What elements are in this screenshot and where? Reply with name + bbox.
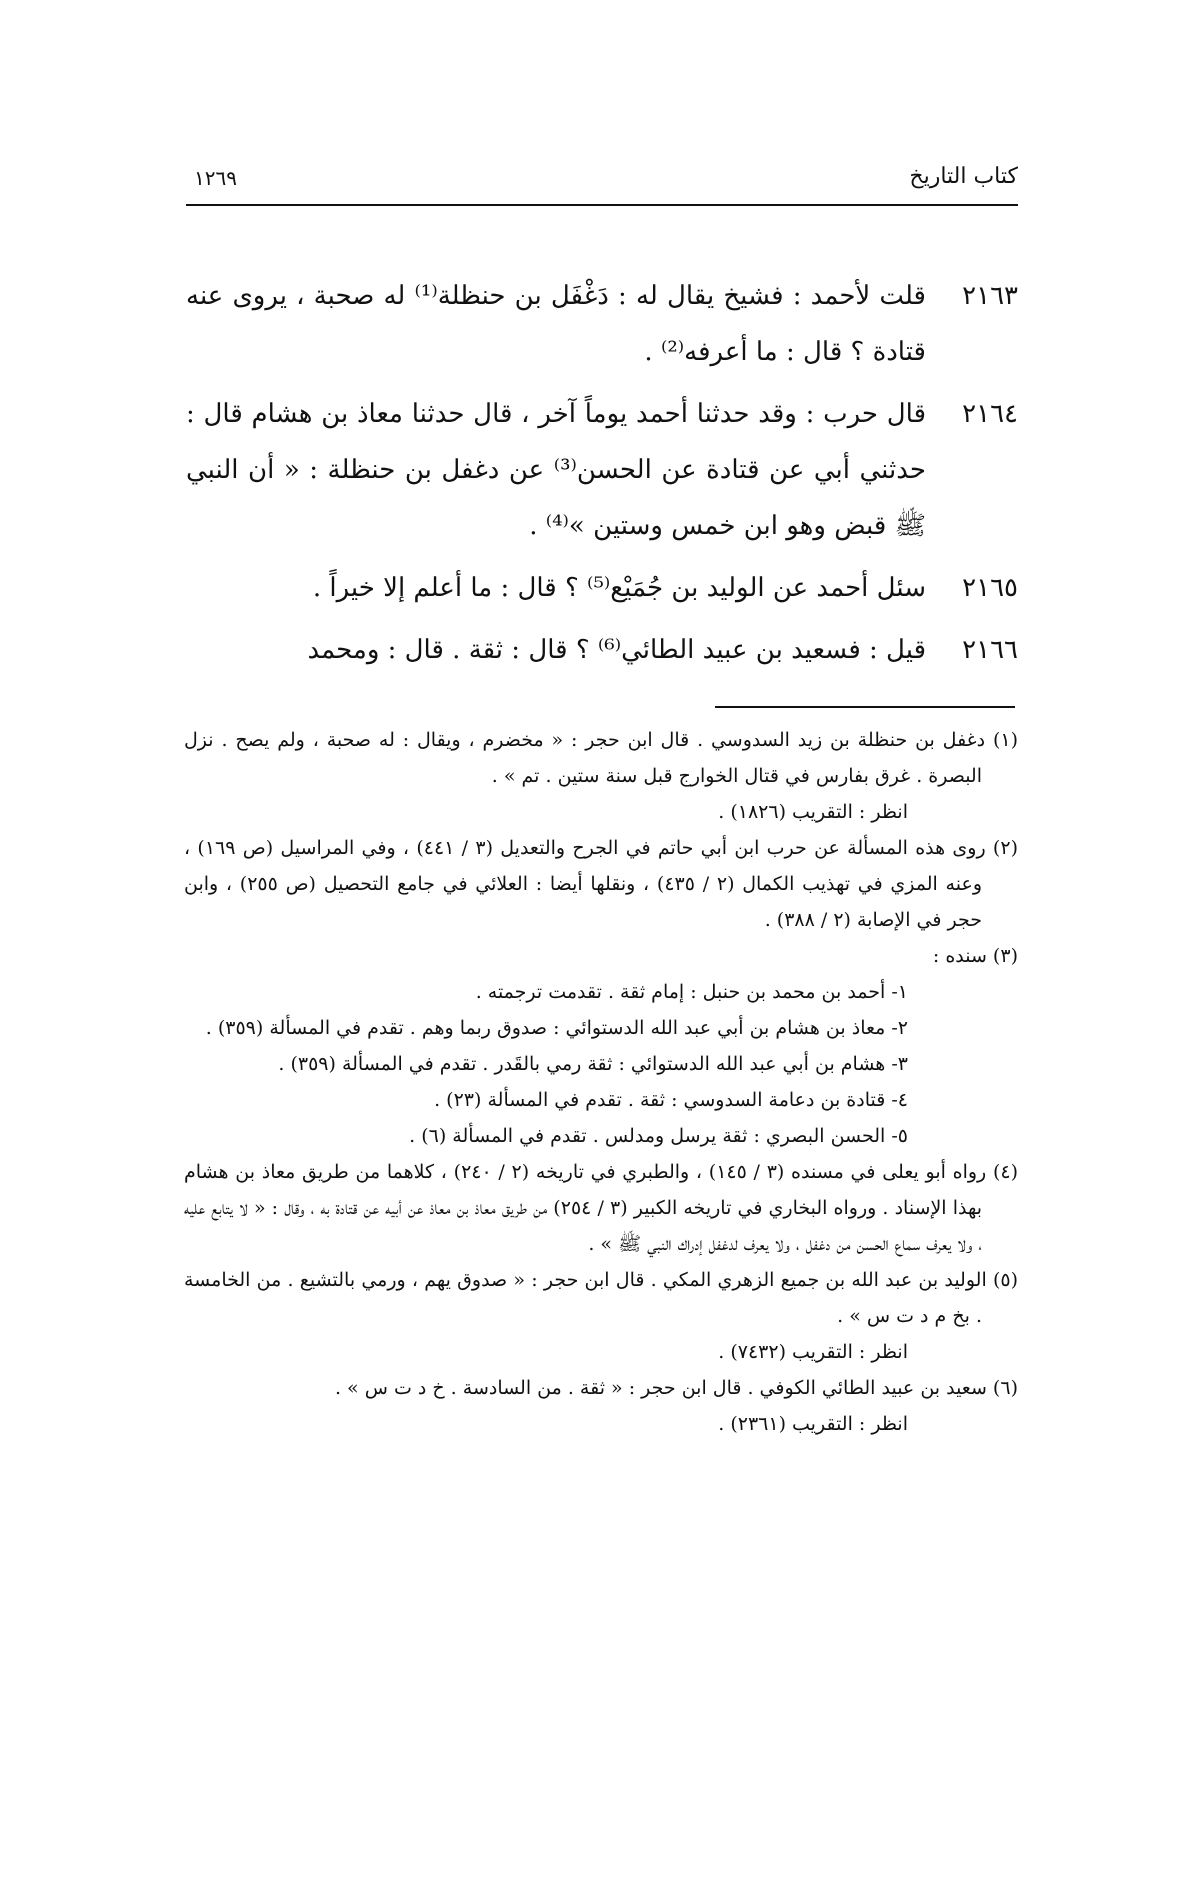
header-title: كتاب التاريخ — [909, 164, 1018, 189]
isnad-item: ٢- معاذ بن هشام بن أبي عبد الله الدستوائي : صدوق ربما وهم . تقدم في المسألة (٣٥٩) . — [205, 1017, 908, 1039]
entry-text: قلت لأحمد : فشيخ يقال له : دَغْفَل بن حنظلة⁽¹⁾ له صحبة ، يروى عنه قتادة ؟ قال : ما أعرفه⁽²⁾ . — [186, 281, 926, 367]
entry-text: قيل : فسعيد بن عبيد الطائي⁽⁶⁾ ؟ قال : ثقة . قال : ومحمد — [307, 635, 926, 665]
isnad-item: ٤- قتادة بن دعامة السدوسي : ثقة . تقدم في المسألة (٢٣) . — [434, 1089, 908, 1111]
footnote-1-reference: انظر : التقريب (١٨٢٦) . — [718, 801, 908, 823]
isnad-item: ١- أحمد بن محمد بن حنبل : إمام ثقة . تقدمت ترجمته . — [475, 981, 908, 1003]
entry-number: ٢١٦٦ — [962, 635, 1018, 665]
isnad-item: ٣- هشام بن أبي عبد الله الدستوائي : ثقة رمي بالقَدر . تقدم في المسألة (٣٥٩) . — [278, 1053, 908, 1075]
footnote-6-reference: انظر : التقريب (٢٣٦١) . — [718, 1413, 908, 1435]
entry-text: سئل أحمد عن الوليد بن جُمَيْع⁽⁵⁾ ؟ قال : ما أعلم إلا خيراً . — [312, 573, 926, 603]
entry-2165 — [186, 560, 1018, 616]
entry-number: ٢١٦٣ — [962, 281, 1018, 311]
footnote-2: (٢) روى هذه المسألة عن حرب ابن أبي حاتم في الجرح والتعديل (٣ / ٤٤١) ، وفي المراسيل (ص ١٦٩) ، وعنه المزي في تهذيب الكمال (٢ / ٤٣٥) ، ونقلها أيضا : العلائي في جامع التحصيل (ص ٢٥٥) ، وابن حجر في الإصابة (٢ / ٣٨٨) . — [184, 837, 1018, 931]
entry-number: ٢١٦٤ — [962, 399, 1018, 429]
main-text — [186, 268, 1018, 684]
page-number: ١٢٦٩ — [194, 166, 237, 190]
footnote-4: (٤) رواه أبو يعلى في مسنده (٣ / ١٤٥) ، والطبري في تاريخه (٢ / ٢٤٠) ، كلاهما من طريق معاذ بن هشام بهذا الإسناد . ورواه البخاري في تاريخه الكبير (٣ / ٢٥٤) من طريق معاذ بن معاذ عن أبيه عن قتادة به ، وقال : « لا يتابع عليه ، ولا يعرف سماع الحسن من دغفل ، ولا يعرف لدغفل إدراك النبي ﷺ » . — [184, 1161, 1018, 1255]
footnote-5-reference: انظر : التقريب (٧٤٣٢) . — [718, 1341, 908, 1363]
entry-2163 — [186, 268, 1018, 380]
entry-number: ٢١٦٥ — [962, 573, 1018, 603]
entry-2166 — [186, 622, 1018, 678]
footnote-6: (٦) سعيد بن عبيد الطائي الكوفي . قال ابن حجر : « ثقة . من السادسة . خ د ت س » . — [334, 1377, 1018, 1399]
footnote-3: (٣) سنده : — [932, 945, 1018, 967]
entry-text: قال حرب : وقد حدثنا أحمد يوماً آخر ، قال حدثنا معاذ بن هشام قال : حدثني أبي عن قتادة عن الحسن⁽³⁾ عن دغفل بن حنظلة : « أن النبي ﷺ قبض وهو ابن خمس وستين »⁽⁴⁾ . — [186, 399, 926, 541]
running-header — [186, 160, 1018, 206]
footnote-separator — [715, 706, 1015, 708]
isnad-item: ٥- الحسن البصري : ثقة يرسل ومدلس . تقدم في المسألة (٦) . — [409, 1125, 908, 1147]
footnote-1: (١) دغفل بن حنظلة بن زيد السدوسي . قال ابن حجر : « مخضرم ، ويقال : له صحبة ، ولم يصح . نزل البصرة . غرق بفارس في قتال الخوارج قبل سنة ستين . تم » . — [184, 729, 1018, 787]
footnotes — [184, 722, 1018, 1442]
entry-2164 — [186, 386, 1018, 554]
footnote-5: (٥) الوليد بن عبد الله بن جميع الزهري المكي . قال ابن حجر : « صدوق يهم ، ورمي بالتشيع . من الخامسة . بخ م د ت س » . — [184, 1269, 1018, 1327]
